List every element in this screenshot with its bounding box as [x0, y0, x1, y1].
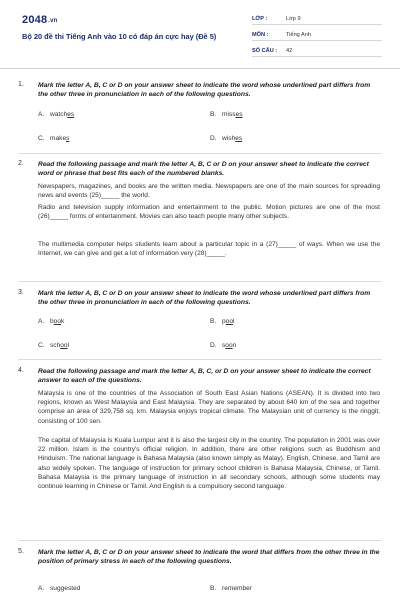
option-d[interactable]: D. soon — [210, 342, 237, 349]
question-3 — [18, 289, 380, 357]
option-a[interactable]: A. watches — [38, 111, 75, 118]
question-number: 3. — [18, 289, 24, 296]
option-c[interactable]: C. makes — [38, 135, 70, 142]
meta-question-count: SỐ CÂU : 42 — [252, 45, 382, 57]
question-divider — [18, 540, 382, 541]
question-number: 5. — [18, 548, 24, 555]
question-number: 1. — [18, 81, 24, 88]
question-4 — [18, 367, 380, 537]
passage-paragraph-3: The multimedia computer helps students learn about a particular topic in a (27)_____ of ways. When we use the Internet, we can give and get a lot of information very (28)_____. — [38, 241, 380, 258]
option-b[interactable]: B. pool — [210, 318, 235, 325]
question-instruction: Read the following passage and mark the letter A, B, C or D on your answer sheet to indicate the correct word or phrase that best fits each of the numbered blanks. — [38, 161, 369, 178]
question-divider — [18, 153, 382, 154]
page-header — [0, 0, 400, 64]
meta-subject: MÔN : Tiếng Anh — [252, 29, 382, 41]
option-c[interactable]: C. school — [38, 342, 70, 349]
question-instruction: Mark the letter A, B, C or D on your answer sheet to indicate the word that differs from the other three in the position of primary stress in each of the following questions. — [38, 549, 380, 566]
option-b[interactable]: B. misses — [210, 111, 243, 118]
option-a[interactable]: A. book — [38, 318, 65, 325]
question-divider — [18, 281, 382, 282]
question-5 — [18, 548, 380, 598]
question-1 — [18, 81, 380, 151]
site-logo[interactable]: 2048.vn — [22, 14, 58, 26]
question-divider — [18, 359, 382, 360]
exam-meta — [252, 13, 382, 61]
option-d[interactable]: D. wishes — [210, 135, 243, 142]
question-2 — [18, 160, 380, 272]
passage-paragraph-1: Malaysia is one of the countries of the Association of South East Asian Nations (ASEAN). It is divided into two regions, known as West Malaysia and East Malaysia. They are separated by about 640 km of the sea and together comprise an area of 329,758 sq. km. Malaysia enjoys tropical climate. The Malaysian unit of currency is the ringgit, consisting of 100 sen. — [38, 390, 380, 425]
header-divider — [0, 68, 400, 69]
question-instruction: Read the following passage and mark the letter A, B, C, or D on your answer sheet to indicate the correct answer to each of the questions. — [38, 368, 371, 385]
option-b[interactable]: B. remember — [210, 585, 253, 592]
question-number: 4. — [18, 367, 24, 374]
option-a[interactable]: A. suggested — [38, 585, 81, 592]
passage-paragraph-2: Radio and television supply information and entertainment to the public. Motion pictures are one of the most (26)_____ forms of entertainment. Movies can also teach people many other subjects. — [38, 204, 380, 221]
question-number: 2. — [18, 160, 24, 167]
document-title: Bộ 20 đề thi Tiếng Anh vào 10 có đáp án cực hay (Đề 5) — [22, 32, 217, 41]
meta-class: LỚP : Lớp 9 — [252, 13, 382, 25]
question-instruction: Mark the letter A, B, C or D on your answer sheet to indicate the word whose underlined part differs from the other three in pronunciation in each of the following questions. — [38, 290, 371, 307]
passage-paragraph-2: The capital of Malaysia is Kuala Lumpur and it is also the largest city in the country. The population in 2001 was over 22 million. Islam is the country's official religion. In addition, there are other religions such as Buddhism and Hinduism. The national language is Bahasa Malaysia (also known simply as Malay). English, Chinese, and Tamil are also widely spoken. The language of instruction for primary school children is Bahasa Malaysia, Chinese, or Tamil. Bahasa Malaysia is the primary language of instruction in all secondary schools, although some students may continue learning in Chinese or Tamil. And English is a compulsory second language. — [38, 437, 380, 491]
question-instruction: Mark the letter A, B, C or D on your answer sheet to indicate the word whose underlined part differs from the other three in pronunciation in each of the following questions. — [38, 82, 371, 99]
passage-paragraph-1: Newspapers, magazines, and books are the written media. Newspapers are one of the main sources for spreading news and events (25)_____ the world. — [38, 183, 380, 200]
